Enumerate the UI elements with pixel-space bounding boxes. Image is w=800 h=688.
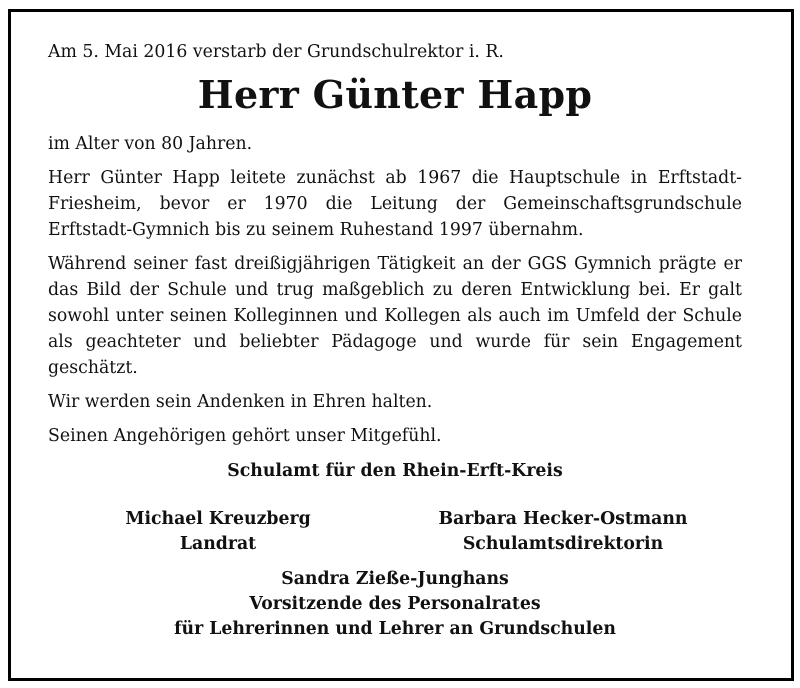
bottom-signatory-name: Sandra Zieße-Junghans xyxy=(281,569,509,589)
right-signature xyxy=(438,507,688,557)
right-signatory-name: Barbara Hecker-Ostmann xyxy=(438,509,688,529)
bottom-signatory-title: Vorsitzende des Personalrates xyxy=(249,594,541,614)
left-signatory-title: Landrat xyxy=(179,534,257,554)
bottom-signatory-subtitle: für Lehrerinnen und Lehrer an Grundschulen xyxy=(174,619,616,639)
remembrance-line: Wir werden sein Andenken in Ehren halten. xyxy=(48,392,433,412)
right-signatory-title: Schulamtsdirektorin xyxy=(462,534,664,554)
school-office-name: Schulamt für den Rhein-Erft-Kreis xyxy=(227,461,563,481)
career-paragraph: Herr Günter Happ leitete zunächst ab 1967 die Hauptschule in Erftstadt-Friesheim, bevor er 1970 die Leitung der Gemeinschaftsgrundschule Erftstadt-Gymnich bis zu seinem Ruhestand 1997 übernahm. xyxy=(48,168,742,240)
intro-line: Am 5. Mai 2016 verstarb der Grundschulrektor i. R. xyxy=(48,42,504,62)
school-office-signature xyxy=(48,459,742,484)
tribute-paragraph: Während seiner fast dreißigjährigen Tätigkeit an der GGS Gymnich prägte er das Bild der Schule und trug maßgeblich zu deren Entwicklung bei. Er galt sowohl unter seinen Kolleginnen und Kollegen als auch im Umfeld der Schule als geachteter und beliebter Pädagoge und wurde für sein Engagement geschätzt. xyxy=(48,254,742,378)
obituary-notice xyxy=(48,39,742,639)
deceased-name: Herr Günter Happ xyxy=(197,72,593,117)
left-signature xyxy=(118,507,318,557)
left-signatory-name: Michael Kreuzberg xyxy=(125,509,311,529)
condolence-line: Seinen Angehörigen gehört unser Mitgefühl. xyxy=(48,426,442,446)
bottom-signature xyxy=(48,567,742,642)
age-line: im Alter von 80 Jahren. xyxy=(48,134,253,154)
